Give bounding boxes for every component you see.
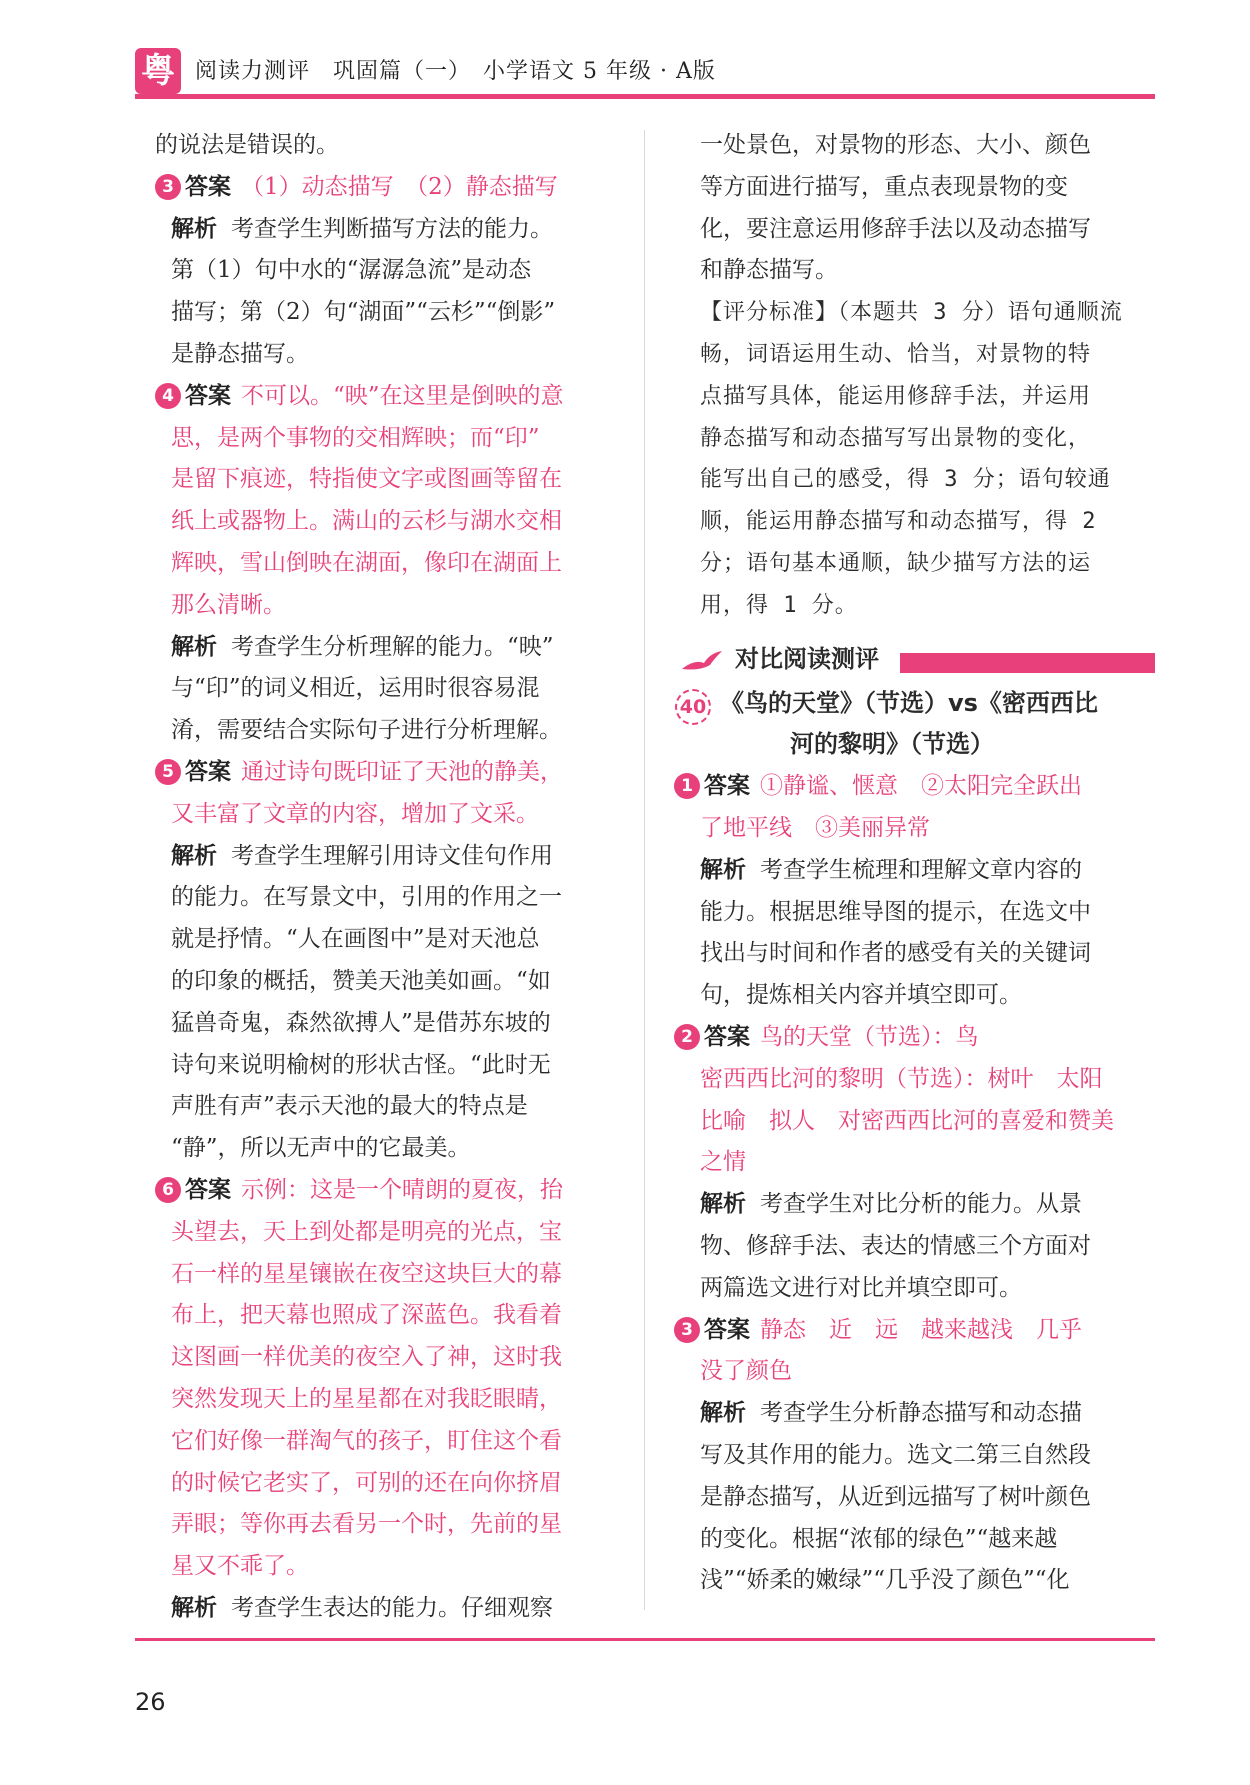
q5-answer: 5 答案 通过诗句既印证了天池的静美，: [155, 752, 615, 794]
answer-label: 答案: [704, 1023, 750, 1050]
q3-answer-text: （1）动态描写 （2）静态描写: [241, 173, 558, 200]
q6-answer-line: 星又不乖了。: [171, 1553, 309, 1580]
scoring-line: 点描写具体，能运用修辞手法，并运用: [700, 383, 1092, 409]
r-q1-analysis-line: 能力。根据思维导图的提示，在选文中: [700, 898, 1091, 925]
r-q2-analysis-line: 两篇选文进行对比并填空即可。: [700, 1274, 1022, 1301]
r-q3-number-badge: 3: [674, 1317, 700, 1343]
article-title-line: 河的黎明》（节选）: [790, 730, 994, 759]
q5-analysis-line: 诗句来说明榆树的形状古怪。“此时无: [171, 1051, 551, 1078]
q6-number-badge: 6: [155, 1177, 181, 1203]
q6-answer: 6 答案 示例：这是一个晴朗的夏夜，抬: [155, 1170, 615, 1212]
r-q1-answer-line: 了地平线 ③美丽异常: [700, 814, 930, 841]
section-title: 对比阅读测评: [735, 644, 879, 673]
q5-analysis-line: 的印象的概括，赞美天池美如画。“如: [171, 967, 551, 994]
q3-analysis-line: 是静态描写。: [171, 340, 309, 367]
r-q1-analysis-line: 句，提炼相关内容并填空即可。: [700, 982, 1022, 1009]
q3-answer: [155, 167, 615, 209]
analysis-label: 解析: [171, 1594, 217, 1621]
q3-analysis-line: 第（1）句中水的“潺潺急流”是动态: [171, 257, 532, 284]
article-title: [679, 683, 1155, 767]
q4-analysis-line: 淆，需要结合实际句子进行分析理解。: [171, 717, 562, 744]
r-q3-analysis-line: 是静态描写，从近到远描写了树叶颜色: [700, 1483, 1091, 1510]
section-bar: [900, 653, 1155, 673]
continuation-line: 化，要注意运用修辞手法以及动态描写: [700, 215, 1091, 242]
q4-answer-line: 是留下痕迹，特指使文字或图画等留在: [171, 466, 562, 493]
r-q3-answer-line: 没了颜色: [700, 1358, 792, 1385]
answer-label: 答案: [185, 382, 231, 409]
r-q2-answer-line: 之情: [700, 1149, 746, 1176]
right-column: [679, 125, 1155, 1602]
section-header: [700, 639, 1155, 679]
q5-analysis-line: 的能力。在写景文中，引用的作用之一: [171, 884, 562, 911]
r-q3-analysis-line: 写及其作用的能力。选文二第三自然段: [700, 1441, 1091, 1468]
scoring-line: 用，得 1 分。: [700, 592, 858, 618]
page-header: [135, 48, 1135, 98]
q5-analysis-line: “静”，所以无声中的它最美。: [171, 1135, 471, 1162]
q6-answer-line: 布上，把天幕也照成了深蓝色。我看着: [171, 1302, 562, 1329]
q6-answer-line: 突然发现天上的星星都在对我眨眼睛，: [171, 1385, 562, 1412]
analysis-label: 解析: [700, 1400, 746, 1427]
r-q2-analysis-line: 物、修辞手法、表达的情感三个方面对: [700, 1232, 1091, 1259]
left-column: [155, 125, 615, 1630]
q5-number-badge: 5: [155, 759, 181, 785]
r-q3-answer: 3 答案 静态 近 远 越来越浅 几乎: [700, 1310, 1155, 1352]
article-title-line: 《鸟的天堂》（节选）vs《密西西比: [720, 688, 1098, 717]
answer-label: 答案: [704, 773, 750, 800]
answer-label: 答案: [185, 173, 231, 200]
scoring-line: 分；语句基本通顺，缺少描写方法的运: [700, 550, 1092, 576]
q5-analysis-line: 就是抒情。“人在画图中”是对天池总: [171, 926, 540, 953]
r-q1-answer: 1 答案 ①静谧、惬意 ②太阳完全跃出: [700, 766, 1155, 808]
r-q3-analysis-line: 浅”“娇柔的嫩绿”“几乎没了颜色”“化: [700, 1567, 1070, 1594]
q6-answer-line: 弄眼；等你再去看另一个时，先前的星: [171, 1511, 562, 1538]
answer-label: 答案: [185, 1176, 231, 1203]
q4-analysis-line: 解析 考查学生分析理解的能力。“映”: [171, 633, 554, 660]
q6-answer-line: 它们好像一群淘气的孩子，盯住这个看: [171, 1427, 562, 1454]
q4-answer-line: 辉映，雪山倒映在湖面，像印在湖面上: [171, 549, 562, 576]
analysis-label: 解析: [700, 1191, 746, 1218]
r-q1-analysis-line: 解析 考查学生梳理和理解文章内容的: [700, 856, 1082, 883]
r-q1-number-badge: 1: [674, 773, 700, 799]
scoring-line: 畅，词语运用生动、恰当，对景物的特: [700, 341, 1092, 367]
header-title: 阅读力测评 巩固篇（一） 小学语文 5 年级 · A版: [195, 59, 716, 84]
q3-analysis-line: 解析 考查学生判断描写方法的能力。: [171, 215, 553, 242]
answer-label: 答案: [185, 758, 231, 785]
q4-answer-line: 纸上或器物上。满山的云杉与湖水交相: [171, 508, 562, 535]
continuation-line: 一处景色，对景物的形态、大小、颜色: [700, 132, 1091, 158]
swallow-icon: [680, 649, 724, 673]
q4-answer: 4 答案 不可以。“映”在这里是倒映的意: [155, 376, 615, 418]
q6-answer-line: 的时候它老实了，可别的还在向你挤眉: [171, 1469, 562, 1496]
analysis-label: 解析: [171, 215, 217, 242]
r-q1-analysis-line: 找出与时间和作者的感受有关的关键词: [700, 940, 1091, 967]
q6-answer-line: 头望去，天上到处都是明亮的光点，宝: [171, 1218, 562, 1245]
q6-analysis-line: 解析 考查学生表达的能力。仔细观察: [171, 1594, 553, 1621]
page-number: 26: [135, 1688, 166, 1716]
analysis-label: 解析: [700, 856, 746, 883]
r-q2-answer-line: 密西西比河的黎明（节选）：树叶 太阳: [700, 1065, 1103, 1092]
q4-number-badge: 4: [155, 383, 181, 409]
scoring-line: 【评分标准】（本题共 3 分）语句通顺流: [700, 300, 1123, 326]
q5-analysis-line: 解析 考查学生理解引用诗文佳句作用: [171, 842, 553, 869]
q5-answer-line: 又丰富了文章的内容，增加了文采。: [171, 800, 539, 827]
continuation-line: 等方面进行描写，重点表现景物的变: [700, 173, 1068, 200]
region-logo: 粤: [135, 48, 181, 94]
q4-analysis-line: 与“印”的词义相近，运用时很容易混: [171, 675, 540, 702]
r-q2-answer-line: 比喻 拟人 对密西西比河的喜爱和赞美: [700, 1107, 1114, 1134]
column-divider: [644, 130, 645, 1610]
r-q2-analysis-line: 解析 考查学生对比分析的能力。从景: [700, 1191, 1082, 1218]
q4-answer-line: 思，是两个事物的交相辉映；而“印”: [171, 424, 540, 451]
article-number-badge: 40: [675, 689, 711, 725]
continuation-line: 和静态描写。: [700, 257, 838, 284]
intro-line: 的说法是错误的。: [155, 132, 339, 158]
q3-number-badge: 3: [155, 174, 181, 200]
r-q3-analysis-line: 解析 考查学生分析静态描写和动态描: [700, 1400, 1082, 1427]
q4-answer-line: 那么清晰。: [171, 591, 286, 618]
q6-answer-line: 这图画一样优美的夜空入了神，这时我: [171, 1344, 562, 1371]
analysis-label: 解析: [171, 633, 217, 660]
r-q2-answer: 2 答案 鸟的天堂（节选）：鸟: [700, 1017, 1155, 1059]
footer-rule: [135, 1638, 1155, 1641]
r-q3-analysis-line: 的变化。根据“浓郁的绿色”“越来越: [700, 1525, 1058, 1552]
q3-analysis-line: 描写；第（2）句“湖面”“云杉”“倒影”: [171, 299, 556, 326]
scoring-line: 能写出自己的感受，得 3 分；语句较通: [700, 467, 1111, 493]
header-rule: [135, 94, 1155, 99]
q5-analysis-line: 声胜有声”表示天池的最大的特点是: [171, 1093, 528, 1120]
q5-analysis-line: 猛兽奇鬼，森然欲搏人”是借苏东坡的: [171, 1009, 551, 1036]
analysis-label: 解析: [171, 842, 217, 869]
r-q2-number-badge: 2: [674, 1024, 700, 1050]
q6-answer-line: 石一样的星星镶嵌在夜空这块巨大的幕: [171, 1260, 562, 1287]
answer-label: 答案: [704, 1316, 750, 1343]
scoring-line: 顺，能运用静态描写和动态描写，得 2: [700, 509, 1097, 535]
scoring-line: 静态描写和动态描写写出景物的变化，: [700, 425, 1092, 451]
